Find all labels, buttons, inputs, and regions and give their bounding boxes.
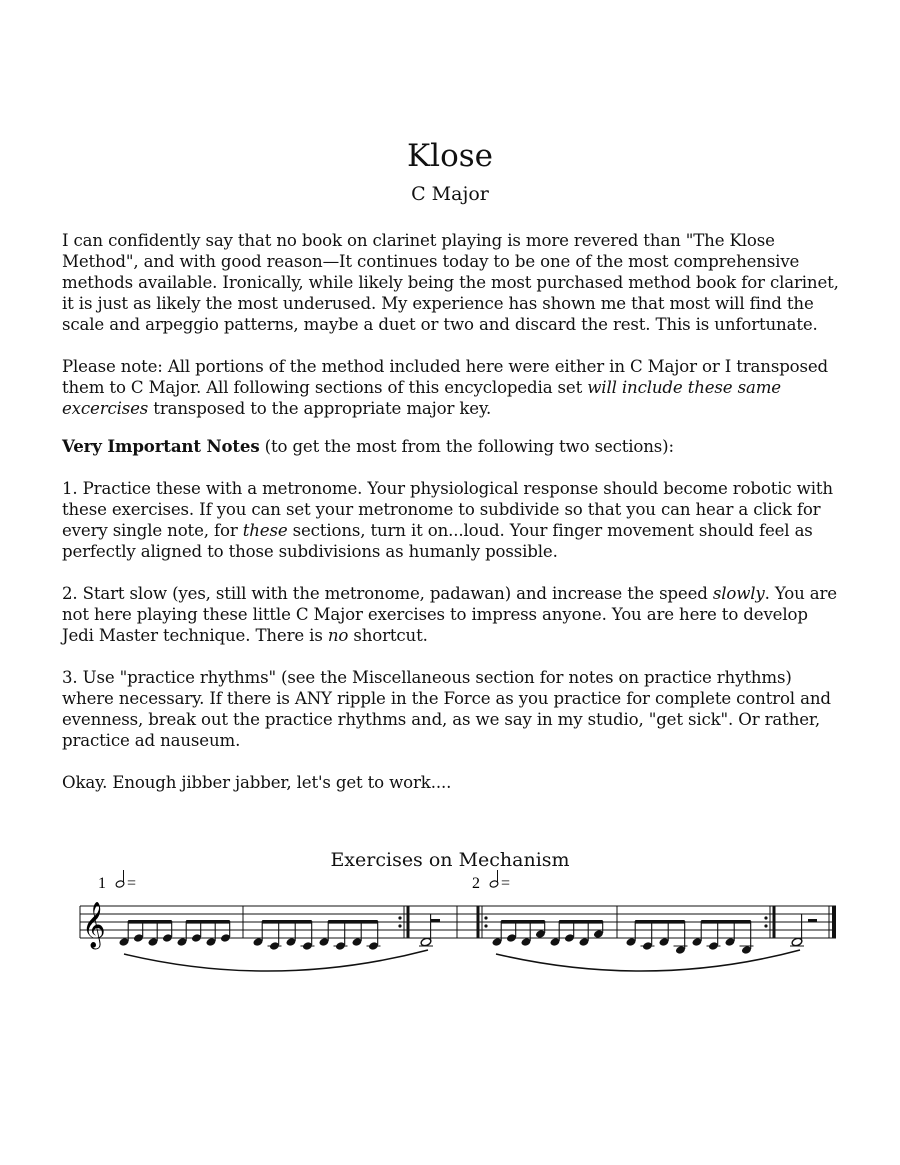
ex2-m1-beam [501,920,545,924]
ex2-m2-beam [635,920,685,924]
ex1-m2-beam [262,920,312,924]
slur [124,950,428,971]
document-body [62,230,842,793]
note-1-text-a: 1. Practice these with a metronome. Your physiological response should become robotic with these exercises. If you can set your metronome to subdivide so that you can hear a click for every single note, for [62,479,833,540]
notes-heading-bold: Very Important Notes [62,436,260,456]
slur [496,950,800,971]
score-title: Exercises on Mechanism [330,849,570,871]
half-rest [808,919,817,923]
closing-line: Okay. Enough jibber jabber, let's get to work.... [62,773,452,792]
ex1-m1-beam [128,920,172,924]
intro-paragraph-1: I can confidently say that no book on clarinet playing is more revered than "The Klose Method", and with good reason—It continues today to be one of the most comprehensive methods available. Ironically, while likely being the most purchased method book for clarinet, it is just as likely the most underused. My experience has shown me that most will find the scale and arpeggio patterns, maybe a duet or two and discard the rest. This is unfortunate. [62,231,839,334]
notes-heading-rest: (to get the most from the following two sections): [259,437,674,456]
ex2-m2-beam [701,920,751,924]
note-1-text-b: sections, turn it on...loud. Your finger movement should feel as perfectly aligned to those subdivisions as humanly possible. [62,521,813,561]
notes-heading [62,436,842,457]
note-1-italic: these [242,521,288,540]
note-2-italic: slowly [712,584,765,603]
page-subtitle: C Major [411,183,489,205]
note-1 [62,478,842,562]
exercise-1-tempo [115,870,136,892]
page-title: Klose [407,138,493,174]
intro-paragraph-2-start: Please note: All portions of the method included here were either in C Major or I transposed them to C Major. All following sections of this encyclopedia set [62,357,829,397]
half-rest [431,919,440,923]
note-2-text-b: . You are not here playing these little C Major exercises to impress anyone. You are here to develop Jedi Master technique. There is [62,584,837,645]
intro-paragraph-2 [62,356,842,419]
music-score [0,840,900,1000]
ex2-m1-beam [559,920,603,924]
exercise-1-tempo-sign: = [127,875,137,892]
treble-clef-icon: 𝄞 [82,902,106,948]
intro-paragraph-2-italic: will include these same excercises [62,378,781,418]
intro-paragraph-2-end: transposed to the appropriate major key. [148,399,492,418]
exercise-2-tempo-sign: = [501,875,511,892]
staff-svg [0,840,900,1000]
exercise-2-number: 2 [472,875,480,892]
note-2-italic-2: no [327,626,349,645]
notes-layer [119,914,804,955]
ex1-m1-beam [186,920,230,924]
note-2-text-a: 2. Start slow (yes, still with the metronome, padawan) and increase the speed [62,584,713,603]
note-3: 3. Use "practice rhythms" (see the Miscellaneous section for notes on practice rhythms) where necessary. If there is ANY ripple in the Force as you practice for complete control and evenness, break out the practice rhythms and, as we say in my studio, "get sick". Or rather, practice ad nauseum. [62,668,831,750]
exercise-1-number: 1 [98,875,106,892]
note-2 [62,583,842,646]
note-2-text-c: shortcut. [348,626,428,645]
exercise-2-tempo [489,870,510,892]
ex1-m2-beam [328,920,378,924]
